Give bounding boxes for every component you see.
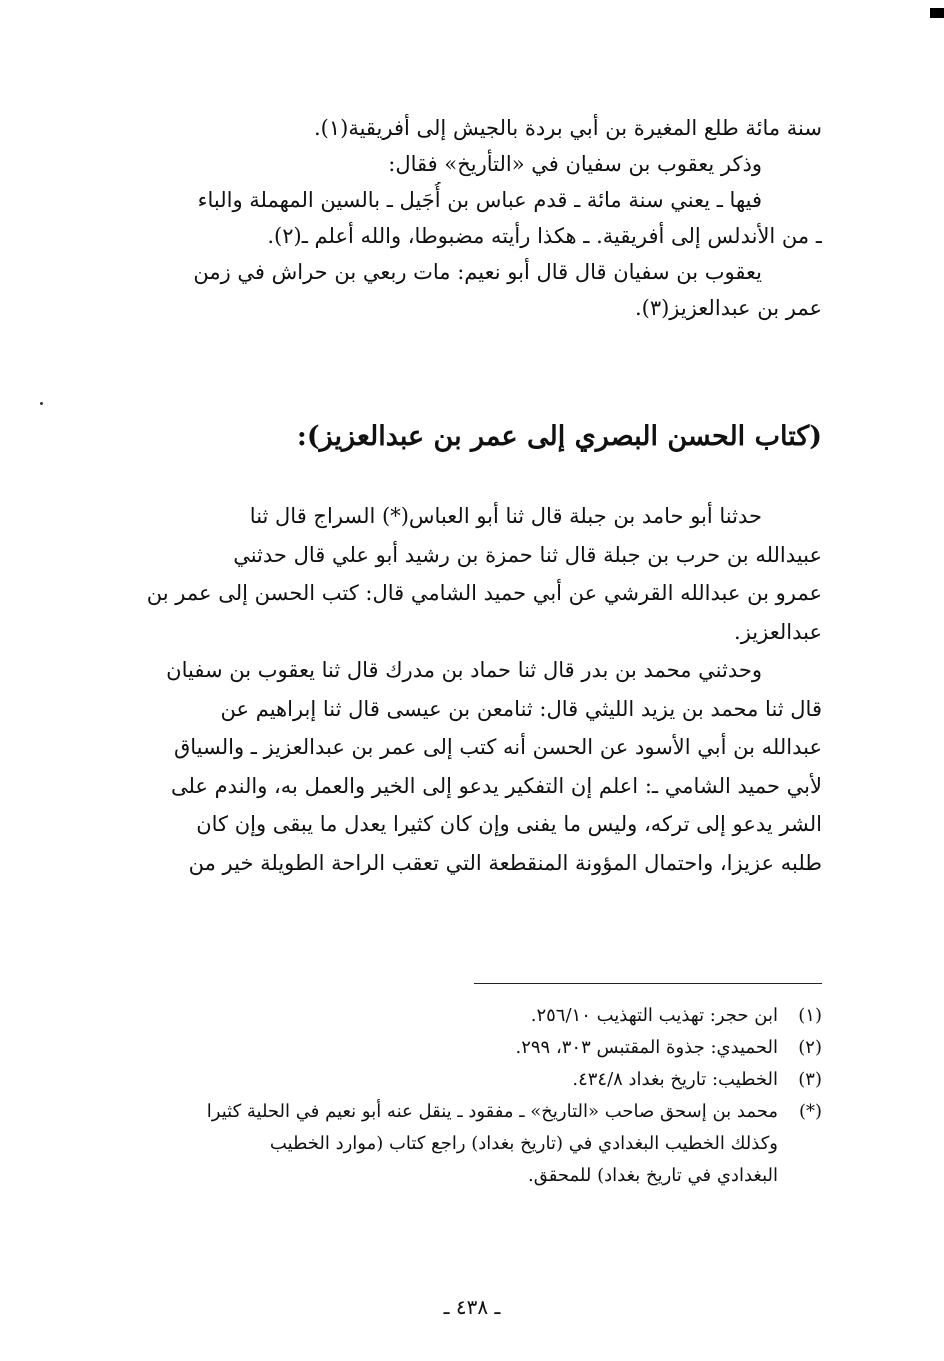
text-line: عبيدالله بن حرب بن جبلة قال ثنا حمزة بن رشيد أبو علي قال حدثني — [233, 542, 822, 567]
footnote-number: (٣) — [798, 1069, 822, 1090]
text-line: سنة مائة طلع المغيرة بن أبي بردة بالجيش إلى أفريقية(١). — [313, 116, 822, 140]
text-line: ـ من الأندلس إلى أفريقية. ـ هكذا رأيته مضبوطا، والله أعلم ـ(٢). — [267, 224, 822, 248]
footnote-separator — [474, 983, 822, 984]
text-line: الشر يدعو إلى تركه، وليس ما يفنى وإن كان كثيرا يعدل ما يبقى وإن كان — [196, 812, 822, 836]
text-line: وذكر يعقوب بن سفيان في «التأريخ» فقال: — [388, 152, 762, 176]
footnote-number: (*) — [798, 1101, 822, 1122]
footnote-text — [122, 1096, 778, 1192]
footnote-line: وكذلك الخطيب البغدادي في (تاريخ بغداد) راجع كتاب (موارد الخطيب — [269, 1133, 778, 1154]
text-line: وحدثني محمد بن بدر قال ثنا حماد بن مدرك قال ثنا يعقوب بن سفيان — [166, 658, 762, 682]
text-line: طلبه عزيزا، واحتمال المؤونة المنقطعة التي تعقب الراحة الطويلة خير من — [188, 850, 822, 875]
footnote-number: (١) — [798, 1005, 822, 1026]
text-line: قال ثنا محمد بن يزيد الليثي قال: ثنامعن بن عيسى قال ثنا إبراهيم عن — [220, 696, 822, 721]
scan-speck — [40, 402, 43, 405]
text-line: عبدالله بن أبي الأسود عن الحسن أنه كتب إلى عمر بن عبدالعزيز ـ والسياق — [173, 735, 822, 759]
text-line: لأبي حميد الشامي ـ: اعلم إن التفكير يدعو إلى الخير والعمل به، والندم على — [170, 773, 822, 798]
footnote-text — [122, 1032, 778, 1064]
footnote-item — [122, 1032, 822, 1064]
body-paragraphs — [122, 497, 822, 882]
footnote-number: (٢) — [798, 1037, 822, 1058]
footnotes — [122, 1000, 822, 1192]
footnote-line: البغدادي في تاريخ بغداد) للمحقق. — [528, 1165, 778, 1186]
text-line: عمرو بن عبدالله القرشي عن أبي حميد الشامي قال: كتب الحسن إلى عمر بن — [146, 581, 822, 605]
footnote-item — [122, 1000, 822, 1032]
top-paragraphs — [122, 110, 822, 326]
footnote-text — [122, 1000, 778, 1032]
scan-corner-mark — [930, 8, 944, 18]
page-number: ـ ٤٣٨ ـ — [443, 1295, 501, 1319]
text-line: يعقوب بن سفيان قال قال أبو نعيم: مات ربعي بن حراش في زمن — [193, 260, 762, 284]
text-line: عمر بن عبدالعزيز(٣). — [634, 296, 822, 320]
footnote-item — [122, 1064, 822, 1096]
footnote-line: محمد بن إسحق صاحب «التاريخ» ـ مفقود ـ ينقل عنه أبو نعيم في الحلية كثيرا — [206, 1101, 778, 1122]
footnote-line: الحميدي: جذوة المقتبس ٣٠٣، ٢٩٩. — [515, 1037, 778, 1058]
text-line: فيها ـ يعني سنة مائة ـ قدم عباس بن أُجَيل ـ بالسين المهملة والباء — [197, 188, 762, 212]
text-line: حدثنا أبو حامد بن جبلة قال ثنا أبو العباس(*) السراج قال ثنا — [249, 504, 762, 528]
section-heading: (كتاب الحسن البصري إلى عمر بن عبدالعزيز): — [296, 421, 822, 452]
footnote-line: ابن حجر: تهذيب التهذيب ٢٥٦/١٠. — [530, 1005, 778, 1026]
footnote-item — [122, 1096, 822, 1192]
footnote-text — [122, 1064, 778, 1096]
text-line: عبدالعزيز. — [734, 619, 822, 644]
footnote-line: الخطيب: تاريخ بغداد ٤٣٤/٨. — [572, 1069, 778, 1090]
